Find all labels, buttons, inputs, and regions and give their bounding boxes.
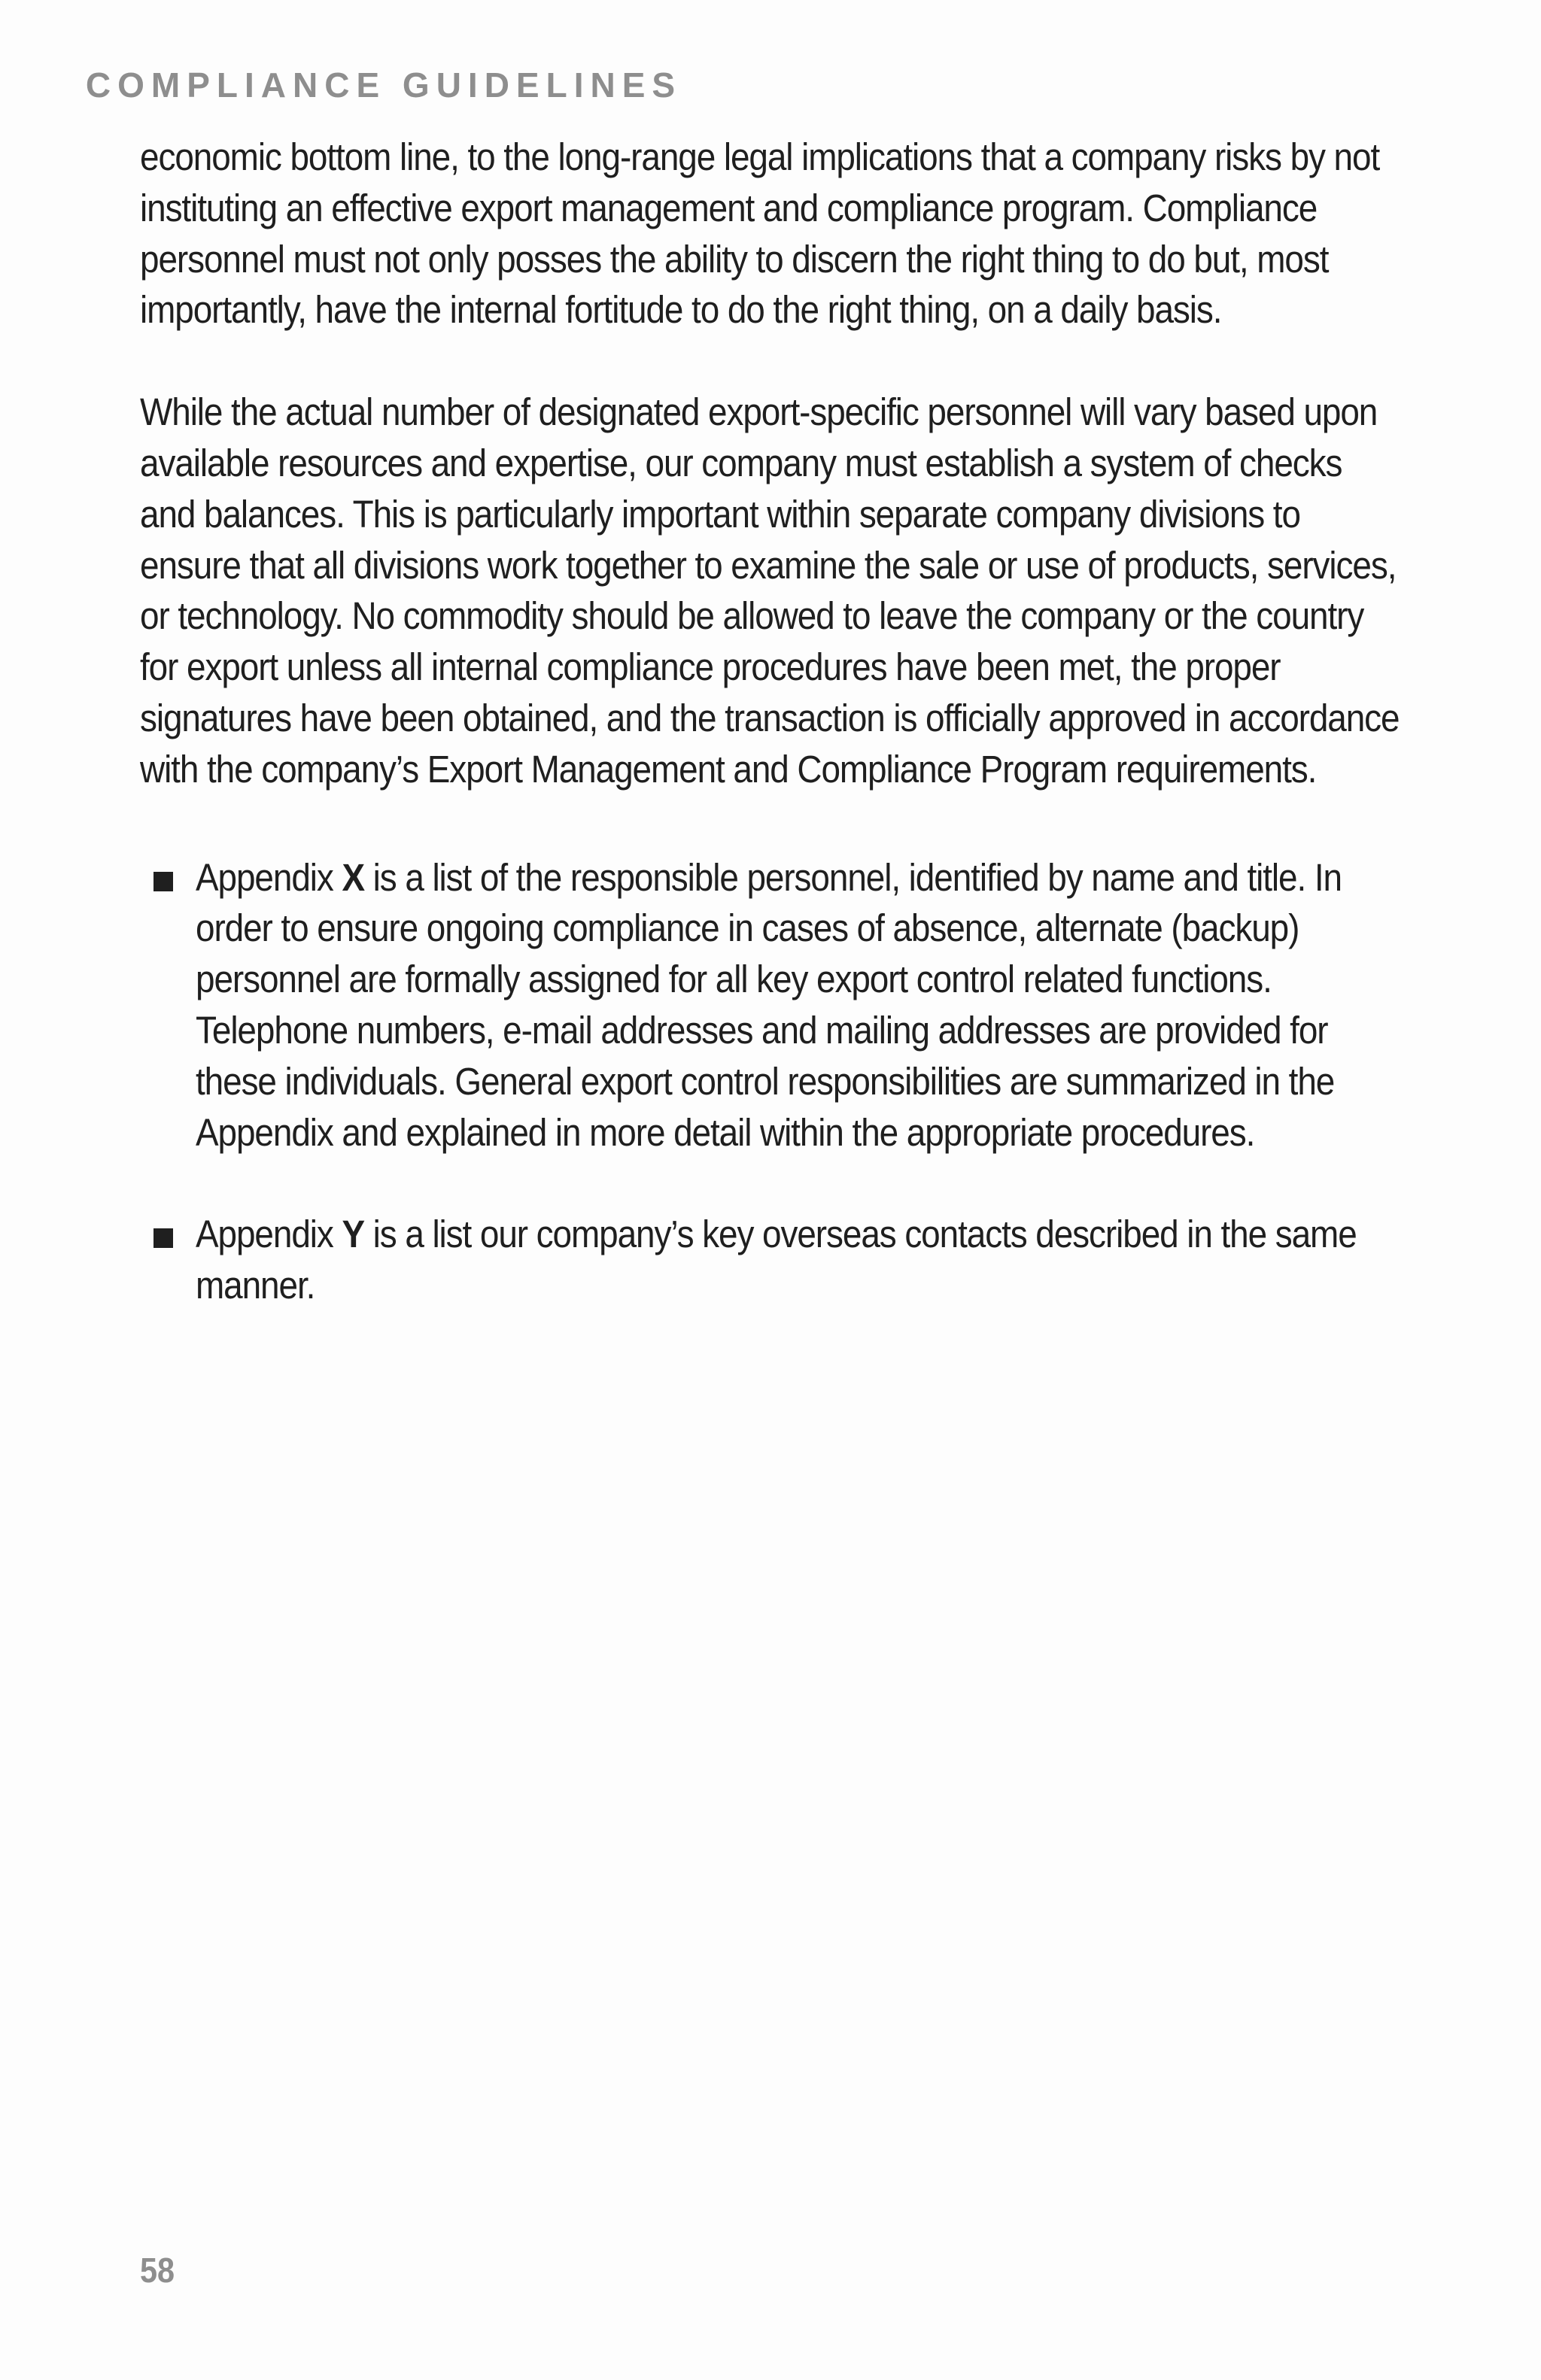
body-paragraph: economic bottom line, to the long-range legal implications that a company risks by not instituting an effective export management and compliance program. Compliance personnel must not only posses the ability to discern the right thing to do but, most importantly, have the internal fortitude to do the right thing, on a daily basis. xyxy=(140,135,1380,332)
bullet-item-appendix-x xyxy=(140,852,1404,1158)
page-number: 58 xyxy=(140,2251,175,2290)
bullet-item-appendix-y xyxy=(140,1209,1404,1311)
appendix-letter: Y xyxy=(342,1213,364,1256)
square-bullet-icon xyxy=(153,1228,173,1248)
square-bullet-icon xyxy=(153,872,173,891)
bullet-text xyxy=(196,852,1403,1158)
bullet-lead-text: Appendix xyxy=(196,1213,342,1256)
bullet-rest-text: is a list of the responsible personnel, identified by name and title. In order to ensure ongoing compliance in cases of absence, alternate (backup) personnel are formally assigned for all key export control related functions. Telephone numbers, e-mail addresses and mailing addresses are provided for these individuals. General export control responsibilities are summarized in the Appendix and explained in more detail within the appropriate procedures. xyxy=(196,855,1342,1154)
bullet-list xyxy=(140,852,1404,1311)
page-body xyxy=(140,132,1404,1311)
bullet-rest-text: is a list our company’s key overseas contacts described in the same manner. xyxy=(196,1213,1357,1307)
bullet-lead-text: Appendix xyxy=(196,855,342,899)
appendix-letter: X xyxy=(342,855,364,899)
body-paragraph: While the actual number of designated export-specific personnel will vary based upon available resources and expertise, our company must establish a system of checks and balances. This is particularly important within separate company divisions to ensure that all divisions work together to examine the sale or use of products, services, or technology. No commodity should be allowed to leave the company or the country for export unless all internal compliance procedures have been met, the proper signatures have been obtained, and the transaction is officially approved in accordance with the company’s Export Management and Compliance Program requirements. xyxy=(140,390,1400,791)
running-header: COMPLIANCE GUIDELINES xyxy=(85,65,682,105)
bullet-text xyxy=(196,1209,1403,1311)
